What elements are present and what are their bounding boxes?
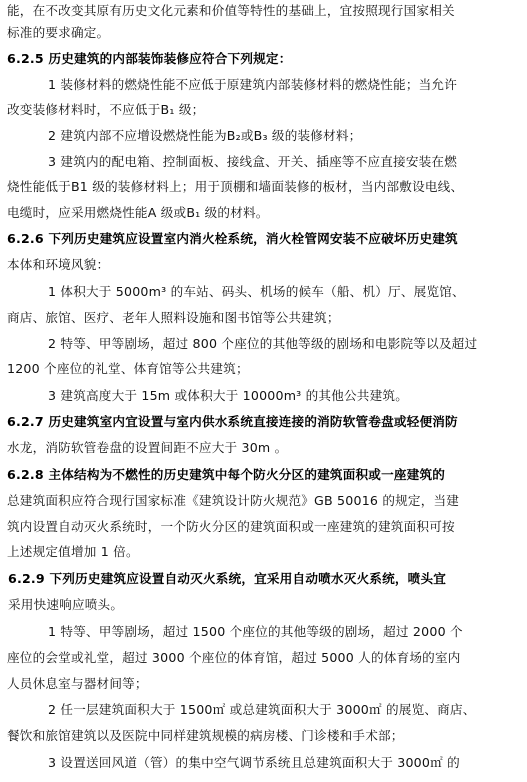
section-6-2-7-cont: 水龙，消防软管卷盘的设置间距不应大于 30m 。 — [7, 440, 288, 455]
item-2-line-2: 餐饮和旅馆建筑以及医院中同样建筑规模的病房楼、门诊楼和手术部； — [7, 728, 404, 743]
section-6-2-9: 6.2.9 下列历史建筑应设置自动灭火系统，宜采用自动喷水灭火系统，喷头宜 — [8, 571, 447, 586]
item-1-line-1: 1 装修材料的燃烧性能不应低于原建筑内部装修材料的燃烧性能；当允许 — [48, 77, 458, 92]
section-6-2-9-cont: 采用快速响应喷头。 — [8, 597, 124, 612]
item-1-line-2: 座位的会堂或礼堂，超过 3000 个座位的体育馆，超过 5000 人的体育场的室内 — [7, 650, 461, 665]
item-2: 2 建筑内部不应增设燃烧性能为B₂或B₃ 级的装修材料； — [48, 128, 362, 143]
line-2: 标准的要求确定。 — [7, 25, 110, 40]
item-2-line-1: 2 任一层建筑面积大于 1500㎡ 或总建筑面积大于 3000㎡ 的展览、商店、 — [48, 702, 476, 717]
section-6-2-6-cont: 本体和环境风貌： — [7, 257, 110, 272]
section-6-2-5: 6.2.5 历史建筑的内部装饰装修应符合下列规定： — [7, 51, 292, 66]
item-1-line-1: 1 特等、甲等剧场，超过 1500 个座位的其他等级的剧场，超过 2000 个 — [48, 624, 463, 639]
section-6-2-8-cont-1: 总建筑面积应符合现行国家标准《建筑设计防火规范》GB 50016 的规定，当建 — [7, 493, 460, 508]
item-1-line-2: 商店、旅馆、医疗、老年人照料设施和图书馆等公共建筑； — [7, 310, 340, 325]
item-3-line-3: 电缆时，应采用燃烧性能A 级或B₁ 级的材料。 — [7, 205, 269, 220]
item-2-line-2: 1200 个座位的礼堂、体育馆等公共建筑； — [7, 361, 249, 376]
item-3: 3 建筑高度大于 15m 或体积大于 10000m³ 的其他公共建筑。 — [48, 388, 408, 403]
item-1-line-3: 人员休息室与器材间等； — [7, 676, 148, 691]
item-1-line-2: 改变装修材料时，不应低于B₁ 级； — [7, 102, 205, 117]
item-2-line-1: 2 特等、甲等剧场，超过 800 个座位的其他等级的剧场和电影院等以及超过 — [48, 336, 478, 351]
item-1-line-1: 1 体积大于 5000m³ 的车站、码头、机场的候车（船、机）厅、展览馆、 — [48, 284, 465, 299]
section-6-2-7: 6.2.7 历史建筑室内宜设置与室内供水系统直接连接的消防软管卷盘或轻便消防 — [7, 414, 458, 429]
item-3-line-1: 3 设置送回风道（管）的集中空气调节系统且总建筑面积大于 3000㎡ 的 — [48, 755, 460, 770]
item-3-line-1: 3 建筑内的配电箱、控制面板、接线盒、开关、插座等不应直接安装在燃 — [48, 154, 458, 169]
line-1: 能，在不改变其原有历史文化元素和价值等特性的基础上，宜按照现行国家相关 — [7, 3, 455, 18]
item-3-line-2: 烧性能低于B1 级的装修材料上；用于顶棚和墙面装修的板材，当内部敷设电线、 — [7, 179, 464, 194]
section-6-2-8: 6.2.8 主体结构为不燃性的历史建筑中每个防火分区的建筑面积或一座建筑的 — [7, 467, 446, 482]
section-6-2-8-cont-3: 上述规定值增加 1 倍。 — [7, 544, 139, 559]
section-6-2-6: 6.2.6 下列历史建筑应设置室内消火栓系统，消火栓管网安装不应破坏历史建筑 — [7, 231, 458, 246]
section-6-2-8-cont-2: 筑内设置自动灭火系统时，一个防火分区的建筑面积或一座建筑的建筑面积可按 — [7, 519, 455, 534]
